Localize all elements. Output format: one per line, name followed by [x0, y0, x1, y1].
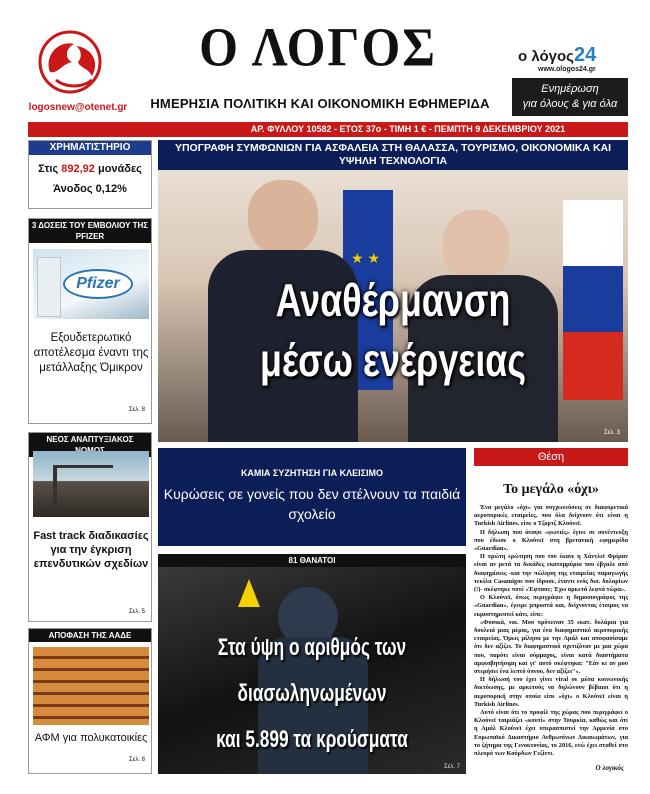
investment-law-story[interactable] [28, 432, 152, 622]
contact-email: logosnew@otenet.gr [28, 102, 128, 113]
story-kicker: 3 ΔΟΣΕΙΣ ΤΟΥ ΕΜΒΟΛΙΟΥ ΤΗΣ PFIZER [29, 219, 151, 243]
schools-story[interactable] [158, 448, 466, 546]
covid-story[interactable] [158, 567, 466, 774]
opinion-header: Θέση [474, 448, 628, 466]
story-kicker: ΚΑΜΙΑ ΣΥΖΗΤΗΣΗ ΓΙΑ ΚΛΕΙΣΙΜΟ [240, 468, 384, 478]
opinion-signature: Ο λογικός [595, 764, 624, 772]
story-text: ΑΦΜ για πολυκατοικίες [34, 732, 148, 744]
page-ref: Σελ. 8 [128, 757, 145, 763]
lead-headline: Αναθέρμανση μέσω ενέργειας [259, 274, 527, 386]
story-kicker: ΝΕΟΣ ΑΝΑΠΤΥΞΙΑΚΟΣ [29, 433, 151, 457]
markets-change: Άνοδος 0,12% [53, 183, 127, 195]
newspaper-title: Ο ΛΟΓΟΣ [199, 16, 437, 78]
story-headline: Κυρώσεις σε γονείς που δεν στέλνουν τα παιδιά σχολείο [163, 486, 461, 522]
newspaper-subtitle: ΗΜΕΡΗΣΙΑ ΠΟΛΙΤΙΚΗ ΚΑΙ ΟΙΚΟΝΟΜΙΚΗ ΕΦΗΜΕΡΙΔΑ [150, 96, 490, 111]
story-text: Εξουδετερωτικό αποτέλεσμα έναντι της μετάλλαξης Όμικρον [33, 332, 149, 374]
apartment-building-photo [33, 647, 149, 725]
markets-points: Στις 892,92 μονάδες [38, 163, 142, 175]
pfizer-logo: Pfizer [63, 269, 133, 299]
promo-url: www.ologos24.gr [538, 66, 596, 73]
warning-sign-icon [238, 579, 260, 607]
lead-kicker: ΥΠΟΓΡΑΦΗ ΣΥΜΦΩΝΙΩΝ ΓΙΑ ΑΣΦΑΛΕΙΑ ΣΤΗ ΘΑΛΑΣΣΑ, ΤΟΥΡΙΣΜΟ, ΟΙΚΟΝΟΜΙΚΑ ΚΑΙ ΥΨΗΛΗ ΤΕΧΝΟΛΟΓΙΑ [158, 140, 628, 170]
markets-header: ΧΡΗΜΑΤΙΣΤΗΡΙΟ [29, 141, 151, 155]
opinion-title: Το μεγάλο «όχι» [503, 482, 599, 497]
lead-story[interactable] [158, 140, 628, 442]
promo-brand: ο λόγος24 [518, 44, 597, 66]
vial-shape [37, 257, 61, 317]
page-ref: Σελ. 3 [603, 430, 620, 436]
pfizer-story[interactable] [28, 218, 152, 424]
promo-tagline: Ενημέρωση για όλους & για όλα [512, 78, 628, 116]
eu-flag: ★ ★ [343, 190, 393, 390]
left-person-head [248, 180, 318, 255]
story-kicker: ΑΠΟΦΑΣΗ ΤΗΣ ΑΑΔΕ [29, 629, 151, 642]
construction-photo [33, 451, 149, 517]
vaccine-photo [33, 249, 149, 319]
covid-headline: Στα ύψη ο αριθμός των διασωληνωμένων και 5.899 τα κρούσματα [216, 634, 408, 753]
page-ref: Σελ. 5 [128, 609, 145, 615]
opinion-body: Ένα μεγάλο «όχι» για συγχωνεύσεις σε διαφορετικά αεροπορικές εταιρείες, που όλα δείχνουν ότι είναι η Turkish Airlines, είπε ο Τζορτζ Κλούνεϊ. Η δήλωση που άναψε «φωτιές» έγινε σε συνέντευξη που έδωσε ο Κλούνεϊ στη βρετανική εφημερίδα «Guardian». Η πρώτη ερώτηση που του έκανε η Χάντλεϊ Φρίμαν είναι αν μετά τα δεκάδες εκατομμύρια που έβγαλε από διαφημίσεις -και την πώληση της εταιρείας παραγωγής τεκίλα Casamigos που ίδρυσε, έναντι ενός δισ. δολαρίων (!)- σκέφτηκε ποτέ «Έφτασε; Έχω αρκετά λεφτά τώρα». Ο Κλούνεϊ, όπως περιγράφει η δημοσιογράφος της «Guardian», έγειρε μπροστά και, δείχνοντας έτοιμος να εκμυστηρευτεί κάτι, είπε: «Φυσικά, ναι. Μου πρότειναν 35 εκατ. δολάρια για δουλειά μιας μέρας, για ένα διαφημιστικό αεροπορικής εταιρείας. Όμως μίλησα με την Αμάλ και αποφασίσαμε ότι δεν αξίζει. Το διαφημιστικό σχετιζόταν με μια χώρα που, παρότι είναι σύμμαχος, είναι κατά διαστήματα αμφισβητήσιμη και γι' αυτό σκέφτηκα: "Εάν κι αν μου στερήσει ένα λεπτό ύπνου, δεν αξίζει"». Η δήλωσή του έχει γίνει viral σε μέσα κοινωνικής δικτύωσης, με αρκετούς να δηλώνουν βέβαιοι ότι η αεροπορική στην οποία είπε «όχι» ο Κλούνεϊ είναι η Turkish Airlines. Αυτό είναι ότι το προφίλ της χώρας που περιγράφει ο Κλούνεϊ ταιριάζει «κουτί» στην Τουρκία, καθώς και ότι η Αμάλ Κλούνεϊ έχει υπερασπιστεί την Αρμενία στο Ευρωπαϊκό Δικαστήριο Ανθρωπίνων Δικαιωμάτων, για το ζήτημα της Γενοκτονίας, το 2016, ενώ έχει σταθεί στο πλευρό των Κούρδων Γεζίντι. [474, 504, 628, 758]
stock-market-box [28, 140, 152, 209]
opinion-column [474, 448, 628, 778]
page-ref: Σελ. 8 [128, 407, 145, 413]
covid-kicker: 81 ΘΑΝΑΤΟΙ [158, 554, 466, 567]
issue-bar: ΑΡ. ΦΥΛΛΟΥ 10582 - ΕΤΟΣ 37ο - ΤΙΜΗ 1 € - ΠΕΜΠΤΗ 9 ΔΕΚΕΜΒΡΙΟΥ 2021 [28, 122, 628, 137]
newspaper-logo [36, 28, 112, 98]
website-promo [508, 30, 628, 122]
story-text: Fast track διαδικασίες για την έγκριση επενδυτικών σχεδίων [33, 530, 149, 570]
tax-id-story[interactable] [28, 628, 152, 774]
page-ref: Σελ. 7 [443, 764, 460, 770]
